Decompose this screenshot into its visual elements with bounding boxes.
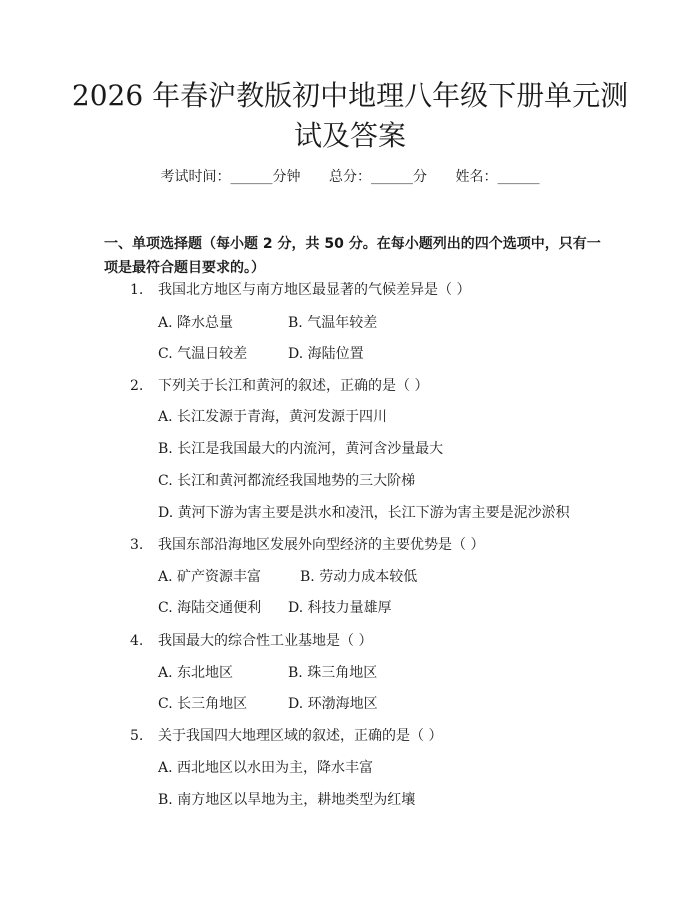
total-score-field: 总分：______分 xyxy=(329,169,427,185)
option-b: B. 气温年较差 xyxy=(288,315,378,331)
question-5 xyxy=(130,726,442,746)
question-number: 1. xyxy=(130,282,144,298)
question-number: 4. xyxy=(130,633,144,649)
exam-time-field: 考试时间：______分钟 xyxy=(160,169,301,185)
option-d: D. 环渤海地区 xyxy=(288,696,378,712)
exam-title xyxy=(60,76,640,156)
option-a: A. 西北地区以水田为主，降水丰富 xyxy=(158,760,374,776)
option-d: D. 海陆位置 xyxy=(288,346,364,362)
question-4 xyxy=(130,631,372,651)
option-c: C. 气温日较差 xyxy=(158,346,248,362)
question-number: 5. xyxy=(130,728,144,744)
option-b: B. 南方地区以旱地为主，耕地类型为红壤 xyxy=(158,792,416,808)
student-name-field: 姓名：______ xyxy=(455,169,540,185)
option-b: B. 劳动力成本较低 xyxy=(300,569,418,585)
title-line-2: 试及答案 xyxy=(293,119,406,152)
option-d: D. 黄河下游为害主要是洪水和凌汛，长江下游为害主要是泥沙淤积 xyxy=(158,505,570,521)
question-number: 3. xyxy=(130,537,144,553)
question-2 xyxy=(130,376,428,396)
option-c: C. 长三角地区 xyxy=(158,696,248,712)
option-b: B. 珠三角地区 xyxy=(288,665,378,681)
question-text: 关于我国四大地理区域的叙述，正确的是（ ） xyxy=(158,728,443,744)
question-number: 2. xyxy=(130,378,144,394)
question-1 xyxy=(130,280,470,300)
option-b: B. 长江是我国最大的内流河，黄河含沙量最大 xyxy=(158,441,444,457)
section-heading: 一、单项选择题（每小题 2 分，共 50 分。在每小题列出的四个选项中，只有一项是最符合题目要求的。） xyxy=(104,236,601,276)
option-a: A. 矿产资源丰富 xyxy=(158,569,262,585)
option-a: A. 降水总量 xyxy=(158,315,234,331)
question-3 xyxy=(130,535,484,555)
option-c: C. 海陆交通便利 xyxy=(158,600,262,616)
question-text: 我国北方地区与南方地区最显著的气候差异是（ ） xyxy=(158,282,471,298)
option-c: C. 长江和黄河都流经我国地势的三大阶梯 xyxy=(158,473,416,489)
question-text: 我国东部沿海地区发展外向型经济的主要优势是（ ） xyxy=(158,537,485,553)
option-a: A. 东北地区 xyxy=(158,665,234,681)
question-text: 下列关于长江和黄河的叙述，正确的是（ ） xyxy=(158,378,429,394)
question-text: 我国最大的综合性工业基地是（ ） xyxy=(158,633,373,649)
exam-info-line xyxy=(0,166,700,186)
option-d: D. 科技力量雄厚 xyxy=(288,600,392,616)
option-a: A. 长江发源于青海，黄河发源于四川 xyxy=(158,409,388,425)
title-line-1: 2026 年春沪教版初中地理八年级下册单元测 xyxy=(71,79,629,112)
